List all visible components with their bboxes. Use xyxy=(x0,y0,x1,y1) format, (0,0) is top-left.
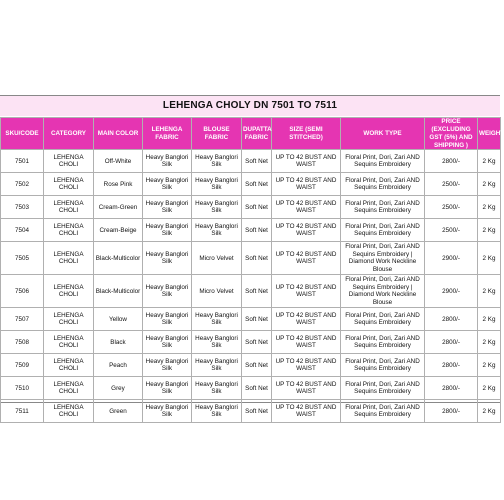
cell-dupatta-fabric: Soft Net xyxy=(242,308,272,331)
cell-price: 2900/- xyxy=(425,275,478,308)
table-row xyxy=(1,331,501,354)
cell-dupatta-fabric: Soft Net xyxy=(242,173,272,196)
cell-main-color: Black-Multicolor xyxy=(94,242,143,275)
cell-main-color: Off-White xyxy=(94,150,143,173)
cell-price: 2500/- xyxy=(425,219,478,242)
table-row xyxy=(1,150,501,173)
cell-lehenga-fabric: Heavy Banglori Silk xyxy=(143,219,192,242)
cell-sku: 7506 xyxy=(1,275,44,308)
product-table xyxy=(0,117,504,423)
cell-main-color: Black xyxy=(94,331,143,354)
cell-sku: 7509 xyxy=(1,354,44,377)
cell-sku: 7503 xyxy=(1,196,44,219)
cell-lehenga-fabric: Heavy Banglori Silk xyxy=(143,308,192,331)
cell-sku: 7507 xyxy=(1,308,44,331)
cell-main-color: Cream-Green xyxy=(94,196,143,219)
cell-weight: 2 Kg xyxy=(478,377,501,400)
cell-lehenga-fabric: Heavy Banglori Silk xyxy=(143,196,192,219)
cell-weight: 2 Kg xyxy=(478,196,501,219)
cell-lehenga-fabric: Heavy Banglori Silk xyxy=(143,275,192,308)
cell-work-type: Floral Print, Dori, Zari AND Sequins Embroidery xyxy=(341,331,425,354)
cell-dupatta-fabric: Soft Net xyxy=(242,377,272,400)
cell-size: UP TO 42 BUST AND WAIST xyxy=(272,275,341,308)
cell-size: UP TO 42 BUST AND WAIST xyxy=(272,173,341,196)
cell-category: LEHENGA CHOLI xyxy=(44,242,94,275)
cell-work-type: Floral Print, Dori, Zari AND Sequins Embroidery xyxy=(341,308,425,331)
table-title: LEHENGA CHOLY DN 7501 TO 7511 xyxy=(0,96,500,116)
cell-category: LEHENGA CHOLI xyxy=(44,275,94,308)
cell-weight: 2 Kg xyxy=(478,354,501,377)
cell-category: LEHENGA CHOLI xyxy=(44,196,94,219)
cell-price: 2900/- xyxy=(425,242,478,275)
cell-price: 2800/- xyxy=(425,331,478,354)
cell-dupatta-fabric: Soft Net xyxy=(242,400,272,423)
cell-work-type: Floral Print, Dori, Zari AND Sequins Embroidery xyxy=(341,219,425,242)
cell-category: LEHENGA CHOLI xyxy=(44,150,94,173)
cell-blouse-fabric: Heavy Banglori Silk xyxy=(192,308,242,331)
cell-dupatta-fabric: Soft Net xyxy=(242,275,272,308)
table-row xyxy=(1,400,501,423)
cell-lehenga-fabric: Heavy Banglori Silk xyxy=(143,150,192,173)
header-price: PRICE (EXCLUDING GST (5%) AND SHIPPING ) xyxy=(425,118,478,150)
cell-work-type: Floral Print, Dori, Zari AND Sequins Embroidery xyxy=(341,150,425,173)
cell-dupatta-fabric: Soft Net xyxy=(242,331,272,354)
cell-dupatta-fabric: Soft Net xyxy=(242,196,272,219)
cell-size: UP TO 42 BUST AND WAIST xyxy=(272,219,341,242)
cell-sku: 7504 xyxy=(1,219,44,242)
cell-blouse-fabric: Heavy Banglori Silk xyxy=(192,377,242,400)
cell-lehenga-fabric: Heavy Banglori Silk xyxy=(143,331,192,354)
cell-category: LEHENGA CHOLI xyxy=(44,400,94,423)
cell-weight: 2 Kg xyxy=(478,150,501,173)
cell-price: 2800/- xyxy=(425,377,478,400)
header-blouse-fabric: BLOUSE FABRIC xyxy=(192,118,242,150)
cell-price: 2800/- xyxy=(425,308,478,331)
header-row xyxy=(1,118,501,150)
table-row xyxy=(1,354,501,377)
cell-weight: 2 Kg xyxy=(478,219,501,242)
cell-blouse-fabric: Heavy Banglori Silk xyxy=(192,331,242,354)
cell-main-color: Peach xyxy=(94,354,143,377)
header-category: CATEGORY xyxy=(44,118,94,150)
cell-sku: 7505 xyxy=(1,242,44,275)
cell-blouse-fabric: Heavy Banglori Silk xyxy=(192,219,242,242)
header-work-type: WORK TYPE xyxy=(341,118,425,150)
cell-dupatta-fabric: Soft Net xyxy=(242,219,272,242)
cell-work-type: Floral Print, Dori, Zari AND Sequins Embroidery xyxy=(341,173,425,196)
cell-dupatta-fabric: Soft Net xyxy=(242,242,272,275)
cell-lehenga-fabric: Heavy Banglori Silk xyxy=(143,377,192,400)
cell-main-color: Black-Multicolor xyxy=(94,275,143,308)
cell-lehenga-fabric: Heavy Banglori Silk xyxy=(143,400,192,423)
cell-blouse-fabric: Heavy Banglori Silk xyxy=(192,354,242,377)
cell-main-color: Green xyxy=(94,400,143,423)
cell-blouse-fabric: Heavy Banglori Silk xyxy=(192,196,242,219)
table-row xyxy=(1,275,501,308)
cell-work-type: Floral Print, Dori, Zari AND Sequins Embroidery xyxy=(341,196,425,219)
cell-category: LEHENGA CHOLI xyxy=(44,173,94,196)
cell-weight: 2 Kg xyxy=(478,275,501,308)
cell-weight: 2 Kg xyxy=(478,173,501,196)
cell-size: UP TO 42 BUST AND WAIST xyxy=(272,377,341,400)
header-size: SIZE (SEMI STITCHED) xyxy=(272,118,341,150)
cell-sku: 7502 xyxy=(1,173,44,196)
cell-size: UP TO 42 BUST AND WAIST xyxy=(272,242,341,275)
cell-work-type: Floral Print, Dori, Zari AND Sequins Embroidery xyxy=(341,400,425,423)
cell-category: LEHENGA CHOLI xyxy=(44,331,94,354)
cell-sku: 7501 xyxy=(1,150,44,173)
cell-price: 2500/- xyxy=(425,173,478,196)
cell-lehenga-fabric: Heavy Banglori Silk xyxy=(143,173,192,196)
cell-work-type: Floral Print, Dori, Zari AND Sequins Embroidery xyxy=(341,354,425,377)
cell-size: UP TO 42 BUST AND WAIST xyxy=(272,196,341,219)
table-row xyxy=(1,242,501,275)
header-sku: SKU/CODE xyxy=(1,118,44,150)
cell-category: LEHENGA CHOLI xyxy=(44,308,94,331)
cell-sku: 7510 xyxy=(1,377,44,400)
cell-blouse-fabric: Micro Velvet xyxy=(192,242,242,275)
cell-sku: 7511 xyxy=(1,400,44,423)
cell-blouse-fabric: Micro Velvet xyxy=(192,275,242,308)
cell-work-type: Floral Print, Dori, Zari AND Sequins Embroidery xyxy=(341,377,425,400)
header-main-color: MAIN COLOR xyxy=(94,118,143,150)
cell-price: 2800/- xyxy=(425,400,478,423)
cell-work-type: Floral Print, Dori, Zari AND Sequins Embroidery | Diamond Work Neckline Blouse xyxy=(341,242,425,275)
cell-weight: 2 Kg xyxy=(478,331,501,354)
cell-weight: 2 Kg xyxy=(478,308,501,331)
cell-sku: 7508 xyxy=(1,331,44,354)
cell-blouse-fabric: Heavy Banglori Silk xyxy=(192,173,242,196)
cell-weight: 2 Kg xyxy=(478,242,501,275)
cell-lehenga-fabric: Heavy Banglori Silk xyxy=(143,242,192,275)
cell-lehenga-fabric: Heavy Banglori Silk xyxy=(143,354,192,377)
cell-category: LEHENGA CHOLI xyxy=(44,377,94,400)
cell-category: LEHENGA CHOLI xyxy=(44,354,94,377)
cell-weight: 2 Kg xyxy=(478,400,501,423)
cell-size: UP TO 42 BUST AND WAIST xyxy=(272,308,341,331)
cell-price: 2800/- xyxy=(425,354,478,377)
table-row xyxy=(1,308,501,331)
cell-category: LEHENGA CHOLI xyxy=(44,219,94,242)
table-row xyxy=(1,377,501,400)
cell-size: UP TO 42 BUST AND WAIST xyxy=(272,150,341,173)
header-weight: WEIGHT xyxy=(478,118,501,150)
cell-main-color: Yellow xyxy=(94,308,143,331)
cell-main-color: Grey xyxy=(94,377,143,400)
cell-size: UP TO 42 BUST AND WAIST xyxy=(272,354,341,377)
cell-main-color: Rose Pink xyxy=(94,173,143,196)
cell-size: UP TO 42 BUST AND WAIST xyxy=(272,400,341,423)
cell-blouse-fabric: Heavy Banglori Silk xyxy=(192,400,242,423)
cell-blouse-fabric: Heavy Banglori Silk xyxy=(192,150,242,173)
cell-price: 2500/- xyxy=(425,196,478,219)
header-lehenga-fabric: LEHENGA FABRIC xyxy=(143,118,192,150)
cell-dupatta-fabric: Soft Net xyxy=(242,354,272,377)
cell-dupatta-fabric: Soft Net xyxy=(242,150,272,173)
cell-size: UP TO 42 BUST AND WAIST xyxy=(272,331,341,354)
cell-price: 2800/- xyxy=(425,150,478,173)
cell-work-type: Floral Print, Dori, Zari AND Sequins Embroidery | Diamond Work Neckline Blouse xyxy=(341,275,425,308)
table-row xyxy=(1,196,501,219)
cell-main-color: Cream-Beige xyxy=(94,219,143,242)
header-dupatta-fabric: DUPATTA FABRIC xyxy=(242,118,272,150)
table-row xyxy=(1,173,501,196)
table-row xyxy=(1,219,501,242)
